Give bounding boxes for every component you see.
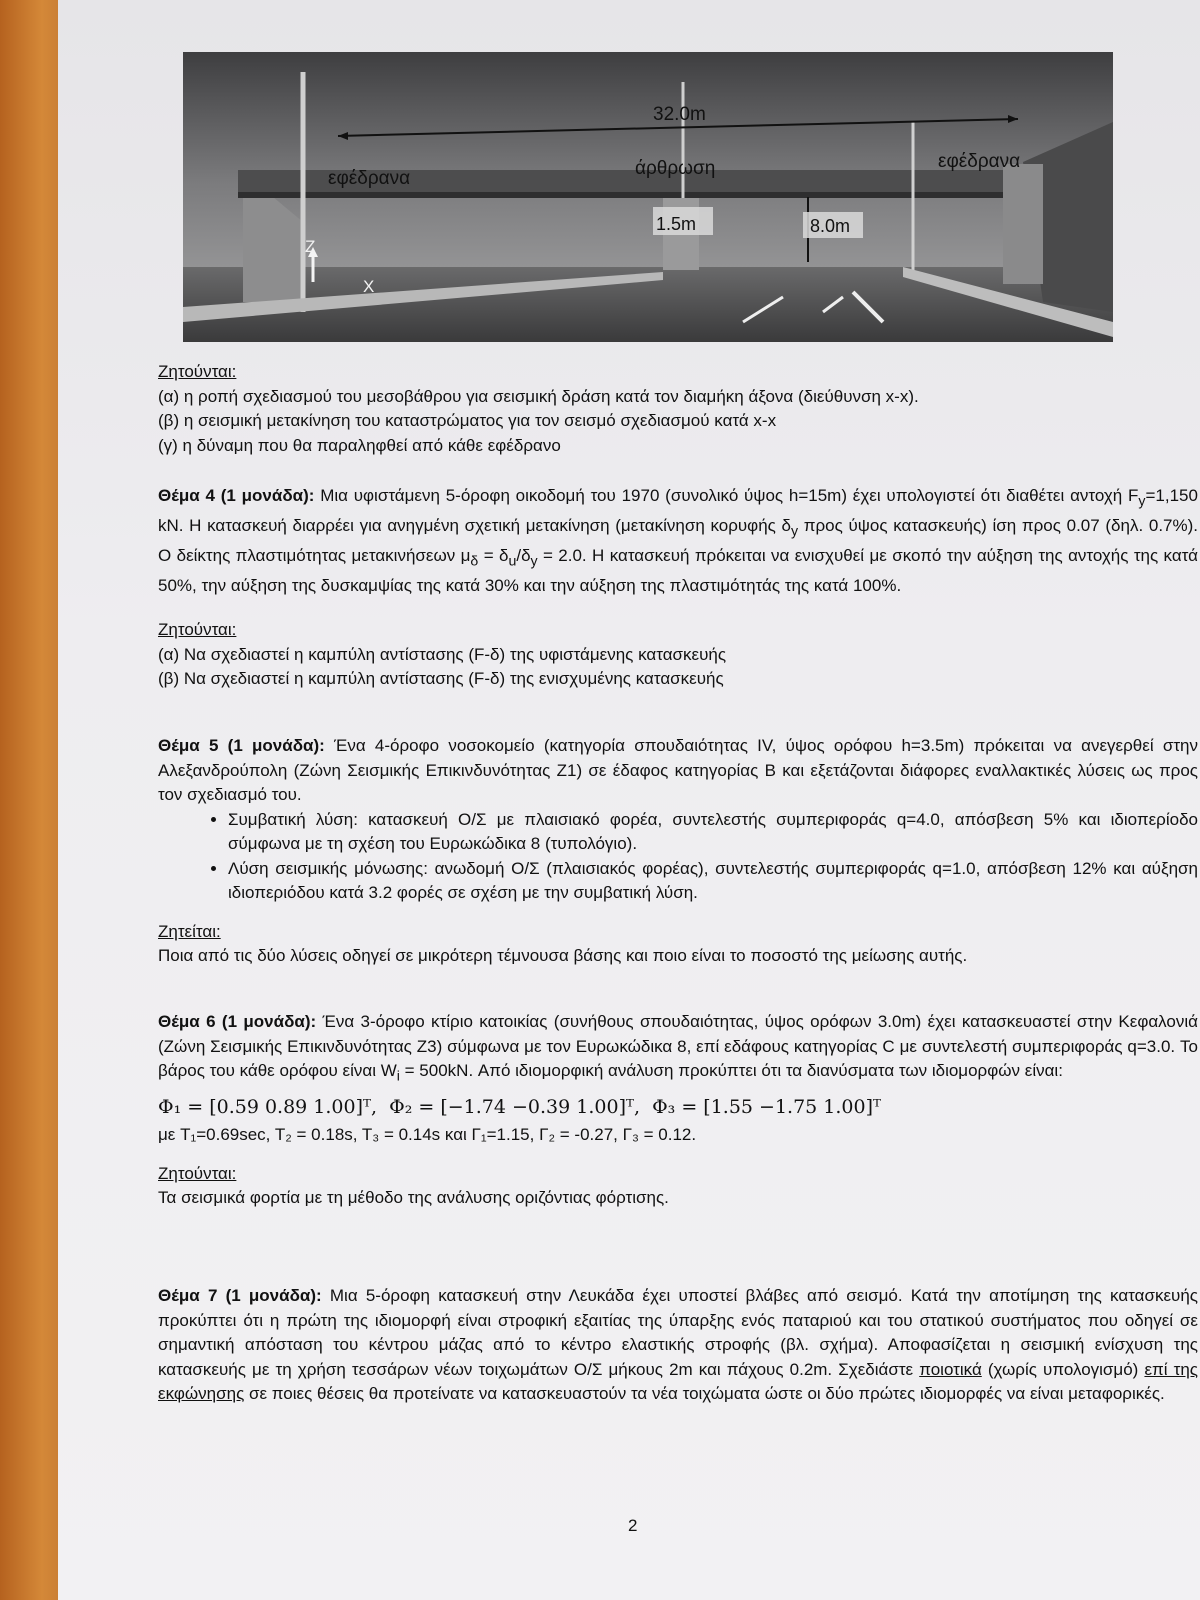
question-4-line3b: προς ύψος κατασκευής) ίση προς 0.07 (δηλ. 0.7%). Ο δείκτης πλαστιμότητας μετακινήσεων μ [158, 515, 1198, 565]
question-7-body-c: σε ποιες θέσεις θα προτείνατε να κατασκευαστούν τα νέα τοιχώματα ώστε οι δύο πρώτες ιδιομορφές να είναι μεταφορικές. [244, 1384, 1165, 1403]
hinge-label: άρθρωση [635, 158, 716, 179]
axis-z-label: Z [305, 237, 316, 256]
question-4-sub-y2: y [791, 523, 799, 540]
question-4-sub-u: u [508, 553, 517, 570]
question-7 [158, 1284, 1198, 1407]
exam-page [58, 0, 1200, 1600]
question-6-body-b: = 500kN. Από ιδιομορφική ανάλυση προκύπτει ότι τα διανύσματα των ιδιομορφών είναι: [399, 1061, 1063, 1080]
mode-shape-vectors: Φ₁ = [0.59 0.89 1.00]ᵀ, Φ₂ = [−1.74 −0.39 1.00]ᵀ, Φ₃ = [1.55 −1.75 1.00]ᵀ [158, 1095, 882, 1118]
bridge-photo [183, 52, 1113, 342]
question-4-line3c: = δ [478, 545, 509, 565]
question-5-req-label: Ζητείται: [158, 921, 221, 941]
bearing-right-label: εφέδρανα [938, 151, 1021, 172]
question-6-title: Θέμα 6 (1 μονάδα): [158, 1012, 317, 1031]
question-4-line1: Μια υφιστάμενη 5-όροφη οικοδομή του 1970 (συνολικό ύψος h=15m) έχει υπολογιστεί [320, 486, 975, 505]
phi-1: Φ₁ = [0.59 0.89 1.00]ᵀ [158, 1095, 371, 1118]
question-5-bullet: • Συμβατική λύση: κατασκευή Ο/Σ με πλαισιακό φορέα, συντελεστής συμπεριφοράς q=4.0, απόσβεση 5% και ιδιοπερίοδο σύμφωνα με τη σχέση του Ευρωκώδικα 8 (τυπολόγιο). [228, 808, 1198, 857]
bearing-left-label: εφέδρανα [328, 168, 411, 189]
question-6-periods: με T₁=0.69sec, T₂ = 0.18s, T₃ = 0.14s και Γ₁=1.15, Γ₂ = -0.27, Γ₃ = 0.12. [158, 1125, 697, 1145]
question-5 [158, 734, 1198, 969]
question-7-underline-1: ποιοτικά [919, 1359, 982, 1379]
question-4-line2a: ότι διαθέτει αντοχή F [980, 486, 1139, 505]
height-label: 8.0m [810, 216, 851, 236]
question-4-sub-y: y [1138, 493, 1146, 510]
requirements-3 [158, 360, 1198, 458]
question-6-req-label: Ζητούνται: [158, 1163, 237, 1183]
question-5-title: Θέμα 5 (1 μονάδα): [158, 736, 325, 755]
question-4-req-b: (β) Να σχεδιαστεί η καμπύλη αντίστασης (F-δ) της ενισχυμένης κατασκευής [158, 669, 724, 689]
question-7-title: Θέμα 7 (1 μονάδα): [158, 1286, 322, 1305]
question-5-req: Ποια από τις δύο λύσεις οδηγεί σε μικρότερη τέμνουσα βάσης και ποιο είναι το ποσοστό της μείωσης αυτής. [158, 946, 968, 965]
question-7-underline-2: επί της εκφώνησης [158, 1359, 1198, 1403]
question-4 [158, 484, 1198, 692]
question-5-bullet: • Λύση σεισμικής μόνωσης: ανωδομή Ο/Σ (πλαισιακός φορέας), συντελεστής συμπεριφοράς q=1.0, απόσβεση 12% και αύξηση ιδιοπεριόδου κατά 3.2 φορές σε σχέση με την συμβατική λύση. [228, 857, 1198, 906]
question-4-line3d: /δ [516, 545, 531, 565]
question-7-body-a: Μια 5-όροφη κατασκευή στην Λευκάδα έχει υποστεί βλάβες από σεισμό. Κατά την αποτίμηση της κατασκευής προκύπτει ότι η πρώτη της ιδιομορφή είναι στροφική εξαιτίας της ύπαρξης ενός παταριού και του στατικού συστήματος που οδηγεί σε σημαντική απόσταση του κέντρου μάζας από το κέντρο ελαστικής στροφής (βλ. σχήμα). Αποφασίζεται η σεισμική ενίσχυση της κατασκευής με τη χρήση τεσσάρων νέων τοιχωμάτων Ο/Σ μήκους 2m και πάχους 0.2m. Σχεδιάστε [158, 1286, 1198, 1379]
question-6 [158, 1010, 1198, 1211]
question-5-body: Ένα 4-όροφο νοσοκομείο (κατηγορία σπουδαιότητας IV, ύψος ορόφου h=3.5m) πρόκειται να ανεγερθεί στην Αλεξανδρούπολη (Ζώνη Σεισμικής Επικινδυνότητας Ζ1) σε έδαφος κατηγορίας Β και εξετάζονται διάφορες εναλλακτικές λύσεις ως προς τον σχεδιασμό του. [158, 736, 1198, 804]
question-4-line4: Η κατασκευή πρόκειται να ενισχυθεί με σκοπό την αύξηση της αντοχής της κατά 50%, την αύξηση της δυσκαμψίας της κατά 30% και την αύξηση της πλαστιμότητάς της κατά 100%. [158, 545, 1198, 595]
phi-2: Φ₂ = [−1.74 −0.39 1.00]ᵀ [389, 1095, 634, 1118]
question-4-req-label: Ζητούνται: [158, 620, 237, 640]
question-6-body-a: Ένα 3-όροφο κτίριο κατοικίας (συνήθους σπουδαιότητας, ύψος ορόφων 3.0m) έχει κατασκευαστεί στην Κεφαλονιά (Ζώνη Σεισμικής Επικινδυνότητας Ζ3) σύμφωνα με τον Ευρωκώδικα 8, επί εδάφους κατηγορίας C με συντελεστή συμπεριφοράς q=3.0. Το βάρος του κάθε ορόφου είναι W [158, 1012, 1198, 1080]
requirements-label: Ζητούνται: [158, 362, 237, 381]
page-number: 2 [628, 1516, 638, 1535]
question-4-line2b: =1,150 kN. Η κατασκευή διαρρέει για ανηγμένη σχετική μετακίνηση (μετακίνηση κορυφής [158, 486, 1198, 535]
requirement-b: (β) η σεισμική μετακίνηση του καταστρώματος για τον σεισμό σχεδιασμού κατά x-x [158, 411, 777, 430]
question-6-req: Τα σεισμικά φορτία με τη μέθοδο της ανάλυσης οριζόντιας φόρτισης. [158, 1188, 669, 1208]
requirement-c: (γ) η δύναμη που θα παραληφθεί από κάθε εφέδρανο [158, 435, 561, 455]
question-4-line3e: = 2.0. [537, 545, 587, 565]
question-4-req-a: (α) Να σχεδιαστεί η καμπύλη αντίστασης (F-δ) της υφιστάμενης κατασκευής [158, 644, 727, 664]
axis-x-label: X [363, 277, 375, 296]
question-5-bullets [158, 808, 1198, 906]
question-7-body-b: (χωρίς υπολογισμό) [981, 1359, 1145, 1379]
pier-width-label: 1.5m [656, 214, 697, 234]
question-4-sub-y3: y [530, 553, 538, 570]
requirement-a: (α) η ροπή σχεδιασμού του μεσοβάθρου για σεισμική δράση κατά τον διαμήκη άξονα (διεύθυνση x-x). [158, 386, 919, 406]
question-4-sub-delta: δ [470, 553, 479, 570]
span-label: 32.0m [653, 104, 706, 125]
question-4-line3: δ [781, 515, 792, 535]
question-6-sub-i: i [396, 1068, 400, 1085]
question-4-title: Θέμα 4 (1 μονάδα): [158, 486, 315, 505]
phi-3: Φ₃ = [1.55 −1.75 1.00]ᵀ [652, 1095, 882, 1118]
